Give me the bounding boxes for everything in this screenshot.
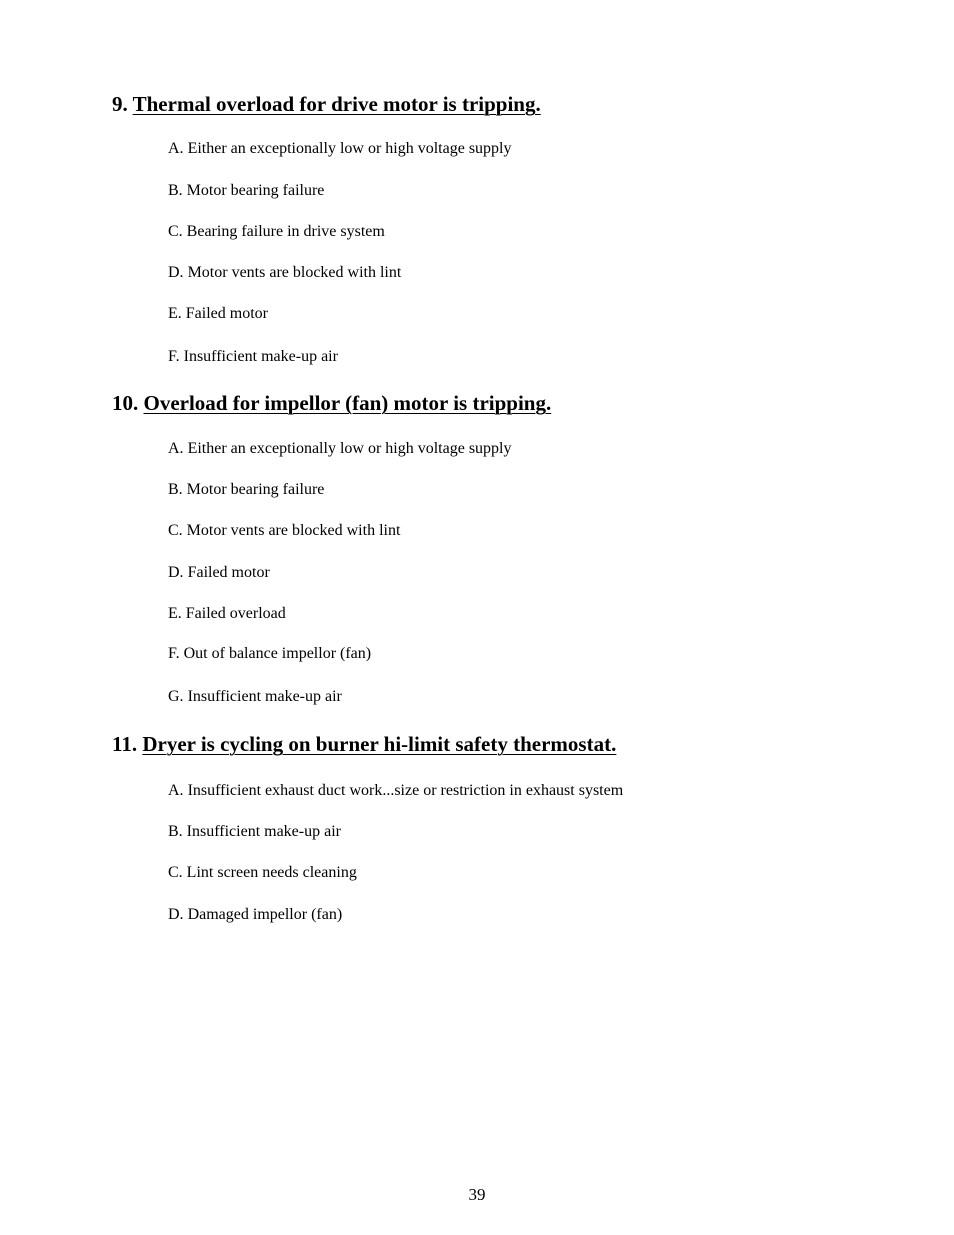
problem-10 <box>112 390 552 705</box>
cause-item <box>168 863 357 883</box>
cause-text: Insufficient make-up air <box>183 348 338 365</box>
cause-item <box>168 563 270 583</box>
cause-item <box>168 822 341 842</box>
problem-number: 10. <box>112 391 139 415</box>
cause-text: Bearing failure in drive system <box>186 223 385 240</box>
problem-title: Thermal overload for drive motor is tripping. <box>132 92 541 116</box>
cause-text: Insufficient make-up air <box>187 688 342 705</box>
cause-letter: D. <box>168 906 184 923</box>
cause-letter: D. <box>168 564 184 581</box>
cause-text: Lint screen needs cleaning <box>186 864 357 881</box>
cause-item <box>168 139 511 159</box>
cause-letter: E. <box>168 605 182 622</box>
cause-item <box>168 304 268 324</box>
cause-letter: B. <box>168 481 183 498</box>
cause-text: Motor bearing failure <box>186 481 325 498</box>
cause-text: Failed motor <box>187 564 270 581</box>
cause-letter: C. <box>168 864 183 881</box>
cause-letter: E. <box>168 305 182 322</box>
problem-9 <box>112 91 541 365</box>
problem-title: Dryer is cycling on burner hi-limit safety thermostat. <box>142 732 617 756</box>
problem-heading <box>112 731 616 757</box>
cause-text: Damaged impellor (fan) <box>187 906 343 923</box>
problem-number: 9. <box>112 92 128 116</box>
cause-item <box>168 181 324 201</box>
cause-item <box>168 222 385 242</box>
cause-text: Motor bearing failure <box>186 182 325 199</box>
cause-letter: B. <box>168 823 183 840</box>
cause-item <box>168 521 400 541</box>
problem-title: Overload for impellor (fan) motor is tripping. <box>143 391 552 415</box>
cause-letter: G. <box>168 688 184 705</box>
cause-text: Insufficient make-up air <box>186 823 341 840</box>
cause-text: Either an exceptionally low or high voltage supply <box>187 140 512 157</box>
cause-item <box>168 905 342 925</box>
cause-letter: B. <box>168 182 183 199</box>
cause-item <box>168 347 338 367</box>
problem-number: 11. <box>112 732 138 756</box>
cause-letter: A. <box>168 782 184 799</box>
cause-text: Failed overload <box>185 605 286 622</box>
cause-letter: F. <box>168 348 180 365</box>
cause-letter: C. <box>168 522 183 539</box>
cause-text: Either an exceptionally low or high voltage supply <box>187 440 512 457</box>
page-number: 39 <box>468 1185 486 1204</box>
cause-letter: D. <box>168 264 184 281</box>
cause-letter: F. <box>168 645 180 662</box>
cause-text: Out of balance impellor (fan) <box>183 645 372 662</box>
cause-letter: C. <box>168 223 183 240</box>
cause-item <box>168 480 324 500</box>
cause-item <box>168 687 342 707</box>
cause-text: Motor vents are blocked with lint <box>187 264 402 281</box>
cause-text: Motor vents are blocked with lint <box>186 522 401 539</box>
cause-item <box>168 604 286 624</box>
cause-item <box>168 781 623 801</box>
cause-item <box>168 439 511 459</box>
cause-letter: A. <box>168 140 184 157</box>
problem-heading <box>112 390 551 416</box>
cause-text: Insufficient exhaust duct work...size or restriction in exhaust system <box>187 782 624 799</box>
cause-letter: A. <box>168 440 184 457</box>
problem-11 <box>112 731 624 923</box>
cause-item <box>168 263 401 283</box>
cause-text: Failed motor <box>185 305 268 322</box>
problem-heading <box>112 91 541 117</box>
cause-item <box>168 644 371 664</box>
